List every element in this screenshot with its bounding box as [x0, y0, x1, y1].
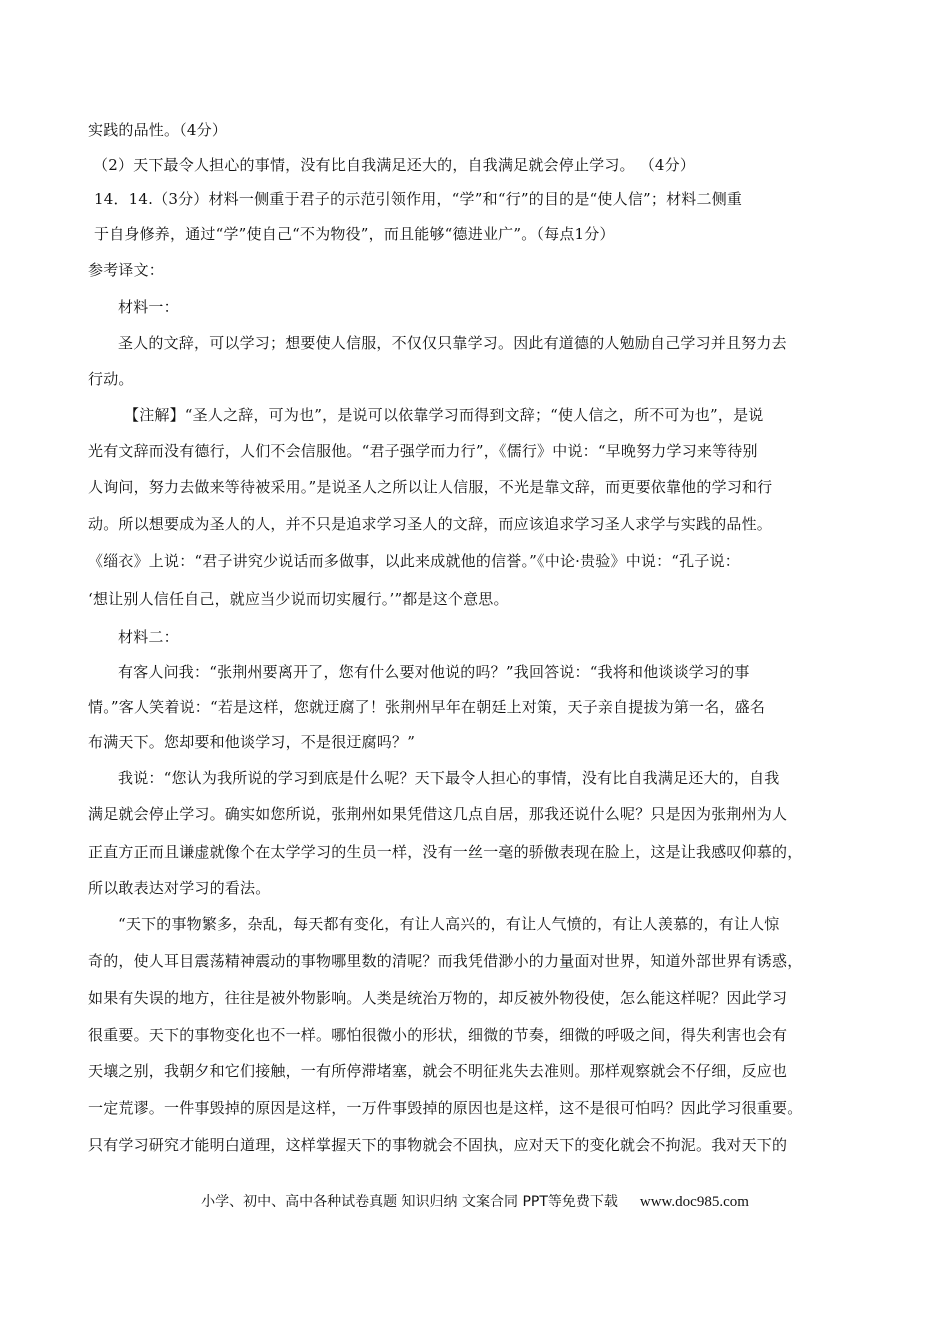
text-line: ‘想让别人信任自己，就应当少说而切实履行。’”都是这个意思。 [88, 590, 509, 608]
text-line: 参考译文： [88, 261, 165, 279]
text-line: 我说：“您认为我所说的学习到底是什么呢？天下最令人担心的事情，没有比自我满足还大的，自我 [118, 769, 780, 787]
footer-link[interactable]: www.doc985.com [639, 1194, 749, 1210]
text-line: 一定荒谬。一件事毁掉的原因是这样，一万件事毁掉的原因也是这样，这不是很可怕吗？因此学习很重要。 [88, 1099, 803, 1117]
text-line: 实践的品性。（4分） [88, 121, 228, 139]
text-line: 圣人的文辞，可以学习；想要使人信服，不仅仅只靠学习。因此有道德的人勉励自己学习并且努力去 [118, 334, 787, 352]
text-line: 于自身修养，通过“学”使自己“不为物役”，而且能够“德进业广”。（每点1分） [94, 225, 615, 243]
text-line: 光有文辞而没有德行，人们不会信服他。“君子强学而力行”，《儒行》中说：“早晚努力学习来等待别 [88, 442, 758, 460]
text-line: 正直方正而且谦虚就像个在太学学习的生员一样，没有一丝一毫的骄傲表现在脸上，这是让我感叹仰慕的， [88, 843, 803, 861]
text-line: 所以敢表达对学习的看法。 [88, 879, 271, 897]
text-line: “天下的事物繁多，杂乱，每天都有变化，有让人高兴的，有让人气愤的，有让人羡慕的，有让人惊 [118, 915, 780, 933]
text-line: 只有学习研究才能明白道理，这样掌握天下的事物就会不固执，应对天下的变化就会不拘泥。我对天下的 [88, 1136, 788, 1154]
section-heading: 材料一： [118, 298, 179, 316]
text-line: 动。所以想要成为圣人的人，并不只是追求学习圣人的文辞，而应该追求学习圣人求学与实践的品性。 [88, 515, 773, 533]
text-line: 【注解】“圣人之辞，可为也”，是说可以依靠学习而得到文辞；“使人信之，所不可为也”，是说 [124, 406, 764, 424]
section-heading: 材料二： [118, 628, 179, 646]
text-line: 《缁衣》上说：“君子讲究少说话而多做事，以此来成就他的信誉。”《中论·贵验》中说：“孔子说： [88, 552, 740, 570]
footer-text: 小学、初中、高中各种试卷真题 知识归纳 文案合同 PPT等免费下载 [201, 1194, 618, 1210]
text-line: 有客人问我：“张荆州要离开了，您有什么要对他说的吗？”我回答说：“我将和他谈谈学习的事 [118, 663, 750, 681]
text-line: 如果有失误的地方，往往是被外物影响。人类是统治万物的，却反被外物役使，怎么能这样呢？因此学习 [88, 989, 788, 1007]
text-line: 情。”客人笑着说：“若是这样，您就迂腐了！张荆州早年在朝廷上对策，天子亲自提拔为第一名，盛名 [88, 698, 766, 716]
text-line: 行动。 [88, 370, 134, 388]
text-line: 满足就会停止学习。确实如您所说，张荆州如果凭借这几点自居，那我还说什么呢？只是因为张荆州为人 [88, 805, 788, 823]
text-line: 天壤之别，我朝夕和它们接触，一有所停滞堵塞，就会不明征兆失去准则。那样观察就会不仔细，反应也 [88, 1062, 788, 1080]
text-line: 人询问，努力去做来等待被采用。”是说圣人之所以让人信服，不光是靠文辞，而更要依靠他的学习和行 [88, 478, 773, 496]
text-line: （2）天下最令人担心的事情，没有比自我满足还大的，自我满足就会停止学习。 （4分） [93, 156, 696, 174]
text-line: 布满天下。您却要和他谈学习，不是很迂腐吗？” [88, 733, 416, 751]
text-line: 很重要。天下的事物变化也不一样。哪怕很微小的形状，细微的节奏，细微的呼吸之间，得失利害也会有 [88, 1026, 788, 1044]
text-line: 14．14.（3分）材料一侧重于君子的示范引领作用，“学”和“行”的目的是“使人信”；材料二侧重 [94, 190, 743, 208]
text-line: 奇的，使人耳目震荡精神震动的事物哪里数的清呢？而我凭借渺小的力量面对世界，知道外部世界有诱惑， [88, 952, 803, 970]
page-footer [0, 1192, 950, 1212]
